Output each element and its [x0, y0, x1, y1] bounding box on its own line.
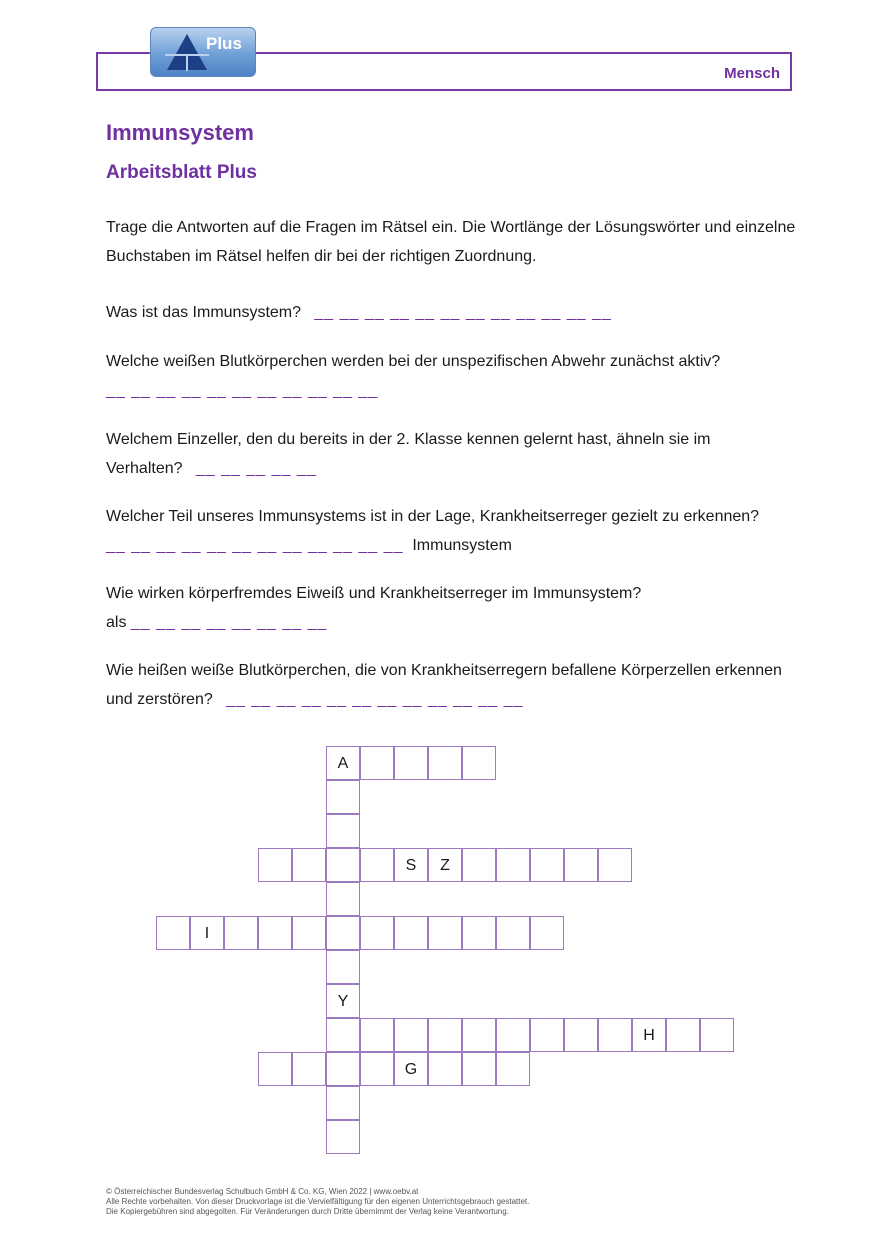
- crossword-cell[interactable]: [326, 916, 360, 950]
- crossword-cell[interactable]: [462, 848, 496, 882]
- crossword-cell[interactable]: I: [190, 916, 224, 950]
- crossword-cell[interactable]: [258, 848, 292, 882]
- crossword-cell[interactable]: [360, 848, 394, 882]
- question-2-text: Welche weißen Blutkörperchen werden bei der unspezifischen Abwehr zunächst aktiv?: [106, 353, 721, 370]
- question-3: [106, 425, 796, 483]
- crossword-cell[interactable]: [428, 916, 462, 950]
- crossword-cell[interactable]: [326, 882, 360, 916]
- crossword-cell[interactable]: [428, 746, 462, 780]
- plus-logo: [150, 27, 256, 77]
- question-4-text: Welcher Teil unseres Immunsystems ist in der Lage, Krankheitserreger gezielt zu erkennen?: [106, 508, 760, 525]
- footer-line-3: Die Kopiergebühren sind abgegolten. Für Veränderungen durch Dritte übernimmt der Verlag keine Verantwortung.: [106, 1207, 509, 1216]
- question-6-text: Wie heißen weiße Blutkörperchen, die von Krankheitserregern befallene Körperzellen erkennen und zerstören?: [106, 662, 782, 708]
- crossword-cell[interactable]: [292, 1052, 326, 1086]
- answer-5-blanks: __ __ __ __ __ __ __ __: [130, 614, 328, 631]
- answer-3-blanks: __ __ __ __ __: [195, 460, 317, 477]
- crossword-cell[interactable]: Z: [428, 848, 462, 882]
- crossword-cell[interactable]: [700, 1018, 734, 1052]
- answer-2-blanks: __ __ __ __ __ __ __ __ __ __ __: [106, 382, 379, 399]
- page-subtitle: Arbeitsblatt Plus: [106, 162, 257, 183]
- answer-4-suffix: Immunsystem: [412, 537, 512, 554]
- crossword-cell[interactable]: G: [394, 1052, 428, 1086]
- answer-6-blanks: __ __ __ __ __ __ __ __ __ __ __ __: [226, 691, 524, 708]
- crossword-cell[interactable]: [564, 848, 598, 882]
- crossword-cell[interactable]: [428, 1018, 462, 1052]
- crossword-cell[interactable]: [496, 916, 530, 950]
- crossword-cell[interactable]: [394, 916, 428, 950]
- crossword-cell[interactable]: [530, 848, 564, 882]
- subject-label: Mensch: [724, 65, 780, 82]
- question-1-text: Was ist das Immunsystem?: [106, 304, 302, 321]
- crossword-cell[interactable]: [156, 916, 190, 950]
- crossword-cell[interactable]: H: [632, 1018, 666, 1052]
- crossword-cell[interactable]: [326, 848, 360, 882]
- crossword-cell[interactable]: [326, 1052, 360, 1086]
- question-1: [106, 298, 796, 327]
- question-6: [106, 656, 796, 714]
- question-4: [106, 502, 796, 560]
- page-title: Immunsystem: [106, 120, 254, 145]
- logo-text: Plus: [206, 34, 242, 53]
- crossword-cell[interactable]: [462, 1018, 496, 1052]
- crossword-cell[interactable]: [360, 916, 394, 950]
- crossword-cell[interactable]: S: [394, 848, 428, 882]
- crossword-cell[interactable]: [326, 814, 360, 848]
- crossword-cell[interactable]: [326, 780, 360, 814]
- crossword-cell[interactable]: [258, 1052, 292, 1086]
- crossword-cell[interactable]: [360, 746, 394, 780]
- footer-line-1: © Österreichischer Bundesverlag Schulbuch GmbH & Co. KG, Wien 2022 | www.oebv.at: [106, 1187, 419, 1196]
- crossword-cell[interactable]: [598, 1018, 632, 1052]
- footer-line-2: Alle Rechte vorbehalten. Von dieser Druckvorlage ist die Vervielfältigung für den eigenen Unterrichtsgebrauch gestattet.: [106, 1197, 530, 1206]
- crossword-cell[interactable]: [462, 1052, 496, 1086]
- crossword-cell[interactable]: [428, 1052, 462, 1086]
- crossword-cell[interactable]: [394, 1018, 428, 1052]
- crossword-cell[interactable]: [496, 1018, 530, 1052]
- crossword-cell[interactable]: [292, 848, 326, 882]
- crossword-cell[interactable]: [564, 1018, 598, 1052]
- crossword-cell[interactable]: [326, 1120, 360, 1154]
- question-3-text: Welchem Einzeller, den du bereits in der 2. Klasse kennen gelernt hast, ähneln sie im Verhalten?: [106, 431, 711, 477]
- crossword-cell[interactable]: [224, 916, 258, 950]
- question-5: [106, 579, 796, 637]
- crossword-cell[interactable]: [360, 1018, 394, 1052]
- instructions: Trage die Antworten auf die Fragen im Rätsel ein. Die Wortlänge der Lösungswörter und einzelne Buchstaben im Rätsel helfen dir bei der richtigen Zuordnung.: [106, 219, 796, 265]
- question-2: [106, 347, 796, 405]
- crossword-cell[interactable]: [496, 848, 530, 882]
- question-5-text: Wie wirken körperfremdes Eiweiß und Krankheitserreger im Immunsystem?: [106, 585, 642, 602]
- crossword-cell[interactable]: [462, 916, 496, 950]
- crossword-cell[interactable]: [258, 916, 292, 950]
- crossword-cell[interactable]: [394, 746, 428, 780]
- crossword-cell[interactable]: A: [326, 746, 360, 780]
- footer: [106, 1187, 529, 1217]
- crossword-cell[interactable]: [530, 916, 564, 950]
- crossword-cell[interactable]: [462, 746, 496, 780]
- answer-4-blanks: __ __ __ __ __ __ __ __ __ __ __ __: [106, 537, 404, 554]
- crossword-cell[interactable]: [292, 916, 326, 950]
- crossword-cell[interactable]: [326, 1018, 360, 1052]
- crossword-cell[interactable]: [326, 1086, 360, 1120]
- crossword-cell[interactable]: [496, 1052, 530, 1086]
- crossword-cell[interactable]: [360, 1052, 394, 1086]
- answer-1-blanks: __ __ __ __ __ __ __ __ __ __ __ __: [314, 304, 612, 321]
- crossword-cell[interactable]: Y: [326, 984, 360, 1018]
- answer-5-prefix: als: [106, 614, 127, 631]
- crossword-cell[interactable]: [598, 848, 632, 882]
- crossword-cell[interactable]: [326, 950, 360, 984]
- crossword-cell[interactable]: [666, 1018, 700, 1052]
- crossword-cell[interactable]: [530, 1018, 564, 1052]
